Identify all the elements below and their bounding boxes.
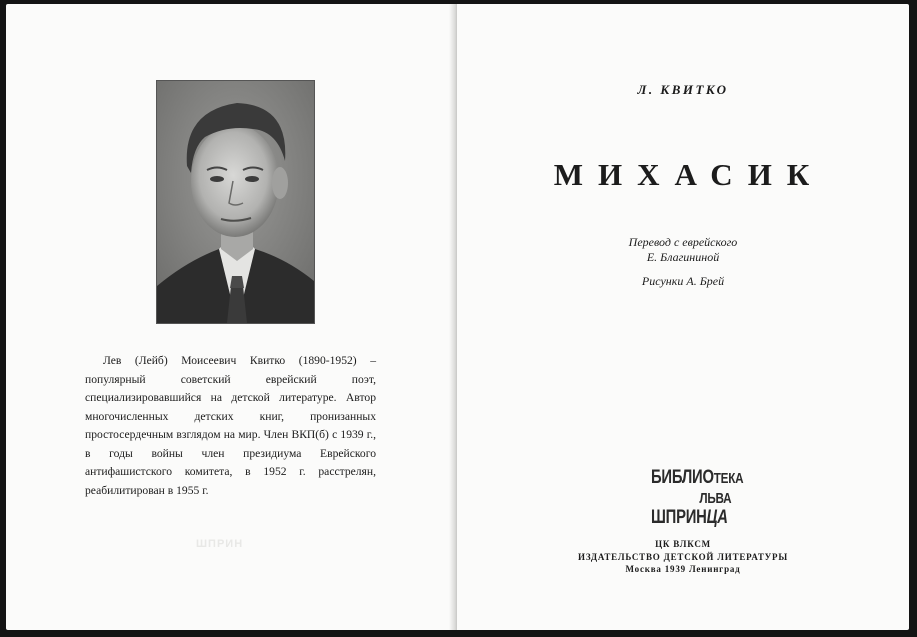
logo-row-2: ЛЬВА: [699, 490, 732, 507]
left-page: [6, 4, 455, 630]
translation-line-2: Е. Благининой: [646, 250, 720, 264]
logo-row-1: БИБЛИОТЕКА: [651, 467, 744, 488]
library-logo: [651, 467, 744, 528]
bleed-through-text: ШПРИН: [196, 538, 244, 550]
book-title: МИХАСИК: [553, 157, 825, 192]
author-name: Л. КВИТКО: [637, 82, 729, 97]
logo-row-3: ШПРИНЦА: [651, 507, 728, 528]
right-page: [457, 4, 909, 630]
translation-credit: [457, 235, 909, 265]
imprint-line-2: ИЗДАТЕЛЬСТВО ДЕТСКОЙ ЛИТЕРАТУРЫ: [578, 551, 788, 562]
publisher-imprint: [457, 538, 909, 576]
illustration-credit: Рисунки А. Брей: [641, 274, 725, 288]
translation-line-1: Перевод с еврейского: [628, 235, 738, 249]
author-portrait: [156, 80, 315, 324]
portrait-photo: [157, 81, 314, 323]
imprint-line-3: Москва 1939 Ленинград: [625, 564, 741, 574]
author-biography: Лев (Лейб) Моисеевич Квитко (1890-1952) – популярный советский еврейский поэт, специализировавшийся на детской литературе. Автор многочисленных детских книг, пронизанных простосердечным взглядом на мир. Член ВКП(б) с 1939 г., в годы войны член президиума Еврейского антифашистского комитета, в 1952 г. расстрелян, реабилитирован в 1955 г.: [85, 354, 376, 497]
imprint-line-1: ЦК ВЛКСМ: [655, 539, 711, 549]
